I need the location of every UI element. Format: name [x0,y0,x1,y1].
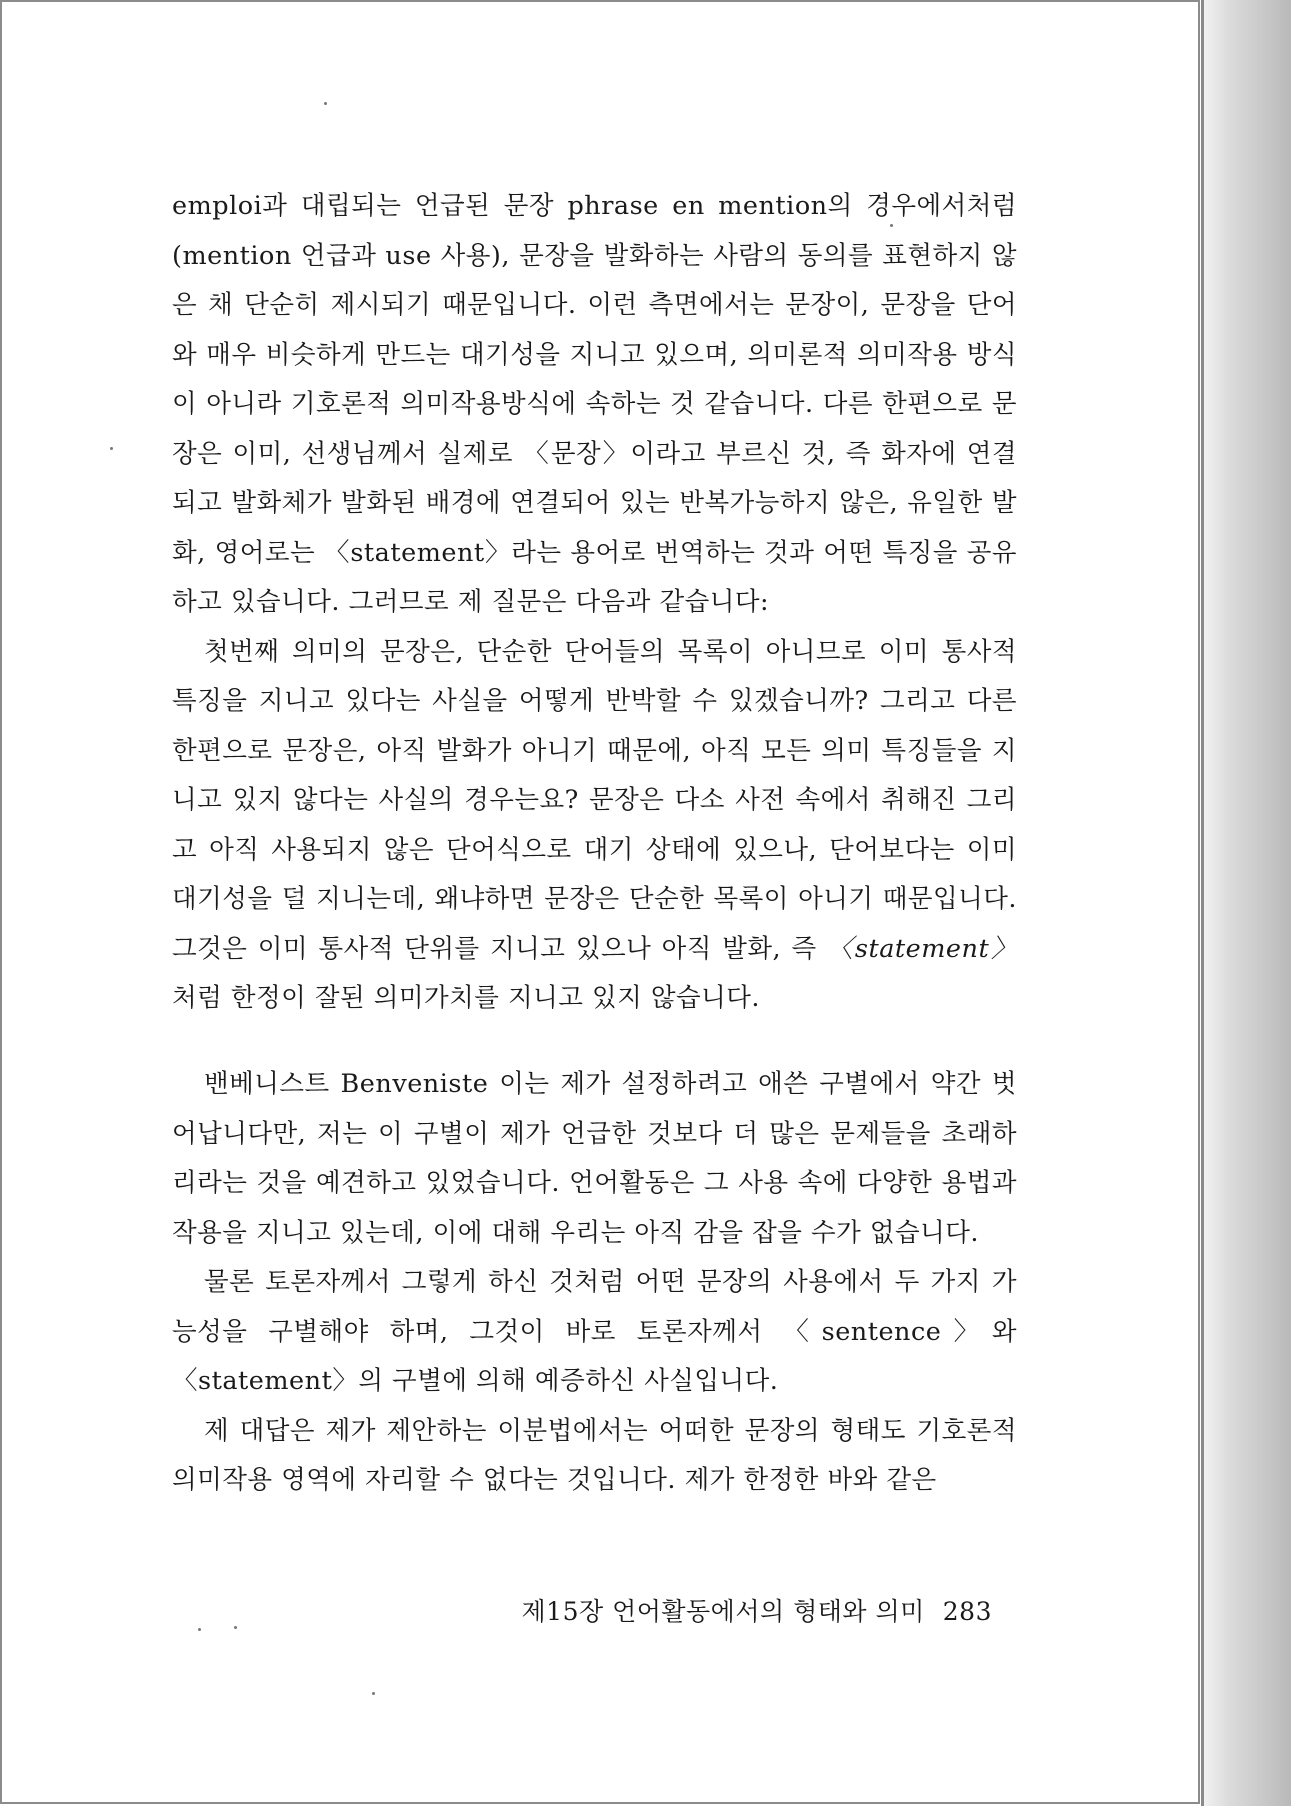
paragraph-text: 첫번째 의미의 문장은, 단순한 단어들의 목록이 아니므로 이미 통사적 특징을 지니고 있다는 사실을 어떻게 반박할 수 있겠습니까? 그리고 다른 한편으로 문장은, 아직 발화가 아니기 때문에, 아직 모든 의미 특징들을 지니고 있지 않다는 사실의 경우는요? 문장은 다소 사전 속에서 취해진 그리고 아직 사용되지 않은 단어식으로 대기 상태에 있으나, 단어보다는 이미 대기성을 덜 지니는데, 왜냐하면 문장은 단순한 목록이 아니기 때문입니다. 그것은 이미 통사적 단위를 지니고 있으나 아직 발화, 즉 [172,636,1017,964]
page-number: 283 [942,1597,992,1626]
paragraph: 밴베니스트 Benveniste 이는 제가 설정하려고 애쓴 구별에서 약간 벗어납니다만, 저는 이 구별이 제가 언급한 것보다 더 많은 문제들을 초래하리라는 것을 예견하고 있었습니다. 언어활동은 그 사용 속에 다양한 용법과 작용을 지니고 있는데, 이에 대해 우리는 아직 감을 잡을 수가 없습니다. [172,1069,1017,1248]
book-page-edge [1201,0,1291,1806]
chapter-title: 제15장 언어활동에서의 형태와 의미 [521,1597,925,1626]
dust-speck [372,1692,375,1695]
dust-speck [324,102,327,105]
paragraph-text: 처럼 한정이 잘된 의미가치를 지니고 있지 않습니다. [172,983,761,1013]
paragraph: emploi과 대립되는 언급된 문장 phrase en mention의 경우에서처럼 (mention 언급과 use 사용), 문장을 발화하는 사람의 동의를 표현하지 않은 채 단순히 제시되기 때문입니다. 이런 측면에서는 문장이, 문장을 단어와 매우 비슷하게 만드는 대기성을 지니고 있으며, 의미론적 의미작용 방식이 아니라 기호론적 의미작용방식에 속하는 것 같습니다. 다른 한편으로 문장은 이미, 선생님께서 실제로 〈문장〉이라고 부르신 것, 즉 화자에 연결되고 발화체가 발화된 배경에 연결되어 있는 반복가능하지 않은, 유일한 발화, 영어로는 〈statement〉라는 용어로 번역하는 것과 어떤 특징을 공유하고 있습니다. 그러므로 제 질문은 다음과 같습니다: [172,191,1017,617]
paragraph: 물론 토론자께서 그렇게 하신 것처럼 어떤 문장의 사용에서 두 가지 가능성을 구별해야 하며, 그것이 바로 토론자께서 〈sentence〉와 〈statement〉의 구별에 의해 예증하신 사실입니다. [172,1267,1017,1396]
dust-speck [110,447,113,450]
running-footer [172,1592,992,1628]
dust-speck [198,1628,201,1631]
italic-term: 〈statement〉 [827,933,1017,964]
text-block-upper [172,182,1017,1024]
paragraph [172,628,1017,1024]
paragraph: 제 대답은 제가 제안하는 이분법에서는 어떠한 문장의 형태도 기호론적 의미작용 영역에 자리할 수 없다는 것입니다. 제가 한정한 바와 같은 [172,1415,1017,1495]
text-block-lower [172,1060,1017,1506]
